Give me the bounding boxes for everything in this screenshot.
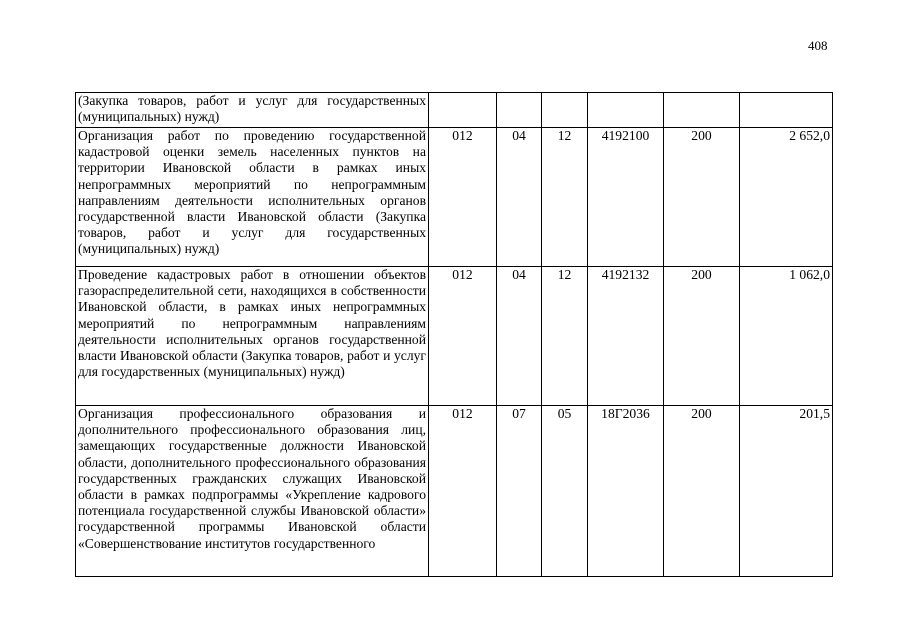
- expense-type-code: [664, 93, 740, 128]
- page-number: 408: [808, 38, 828, 53]
- table-row: [76, 128, 833, 267]
- ministry-code: 012: [429, 128, 497, 267]
- target-article-code: 4192100: [588, 128, 664, 267]
- expense-type-code: 200: [664, 128, 740, 267]
- ministry-code: 012: [429, 406, 497, 577]
- section-code: 04: [497, 128, 542, 267]
- amount: 201,5: [740, 406, 833, 577]
- expense-type-code: 200: [664, 406, 740, 577]
- row-description: Проведение кадастровых работ в отношении объектов газораспределительной сети, находящихся в собственности Ивановской области, в рамках иных непрограммных мероприятий по непрограммным направлениям деятельности исполнительных органов государственной власти Ивановской области (Закупка товаров, работ и услуг для государственных (муниципальных) нужд): [76, 267, 429, 406]
- table-row: [76, 93, 833, 128]
- target-article-code: [588, 93, 664, 128]
- amount: 2 652,0: [740, 128, 833, 267]
- subsection-code: 05: [542, 406, 588, 577]
- target-article-code: 4192132: [588, 267, 664, 406]
- section-code: 07: [497, 406, 542, 577]
- subsection-code: [542, 93, 588, 128]
- target-article-code: 18Г2036: [588, 406, 664, 577]
- subsection-code: 12: [542, 267, 588, 406]
- ministry-code: 012: [429, 267, 497, 406]
- expense-type-code: 200: [664, 267, 740, 406]
- table-row: [76, 406, 833, 577]
- table-row: [76, 267, 833, 406]
- row-description: (Закупка товаров, работ и услуг для государственных (муниципальных) нужд): [76, 93, 429, 128]
- ministry-code: [429, 93, 497, 128]
- row-description: Организация работ по проведению государственной кадастровой оценки земель населенных пунктов на территории Ивановской области в рамках иных непрограммных мероприятий по непрограммным направлениям деятельности исполнительных органов государственной власти Ивановской области (Закупка товаров, работ и услуг для государственных (муниципальных) нужд): [76, 128, 429, 267]
- row-description: Организация профессионального образования и дополнительного профессионального образования лиц, замещающих государственные должности Ивановской области, дополнительного профессионального образования государственных гражданских служащих Ивановской области в рамках подпрограммы «Укрепление кадрового потенциала государственной службы Ивановской области» государственной программы Ивановской области «Совершенствование институтов государственного: [76, 406, 429, 577]
- section-code: [497, 93, 542, 128]
- subsection-code: 12: [542, 128, 588, 267]
- amount: [740, 93, 833, 128]
- amount: 1 062,0: [740, 267, 833, 406]
- section-code: 04: [497, 267, 542, 406]
- budget-table: [75, 92, 833, 577]
